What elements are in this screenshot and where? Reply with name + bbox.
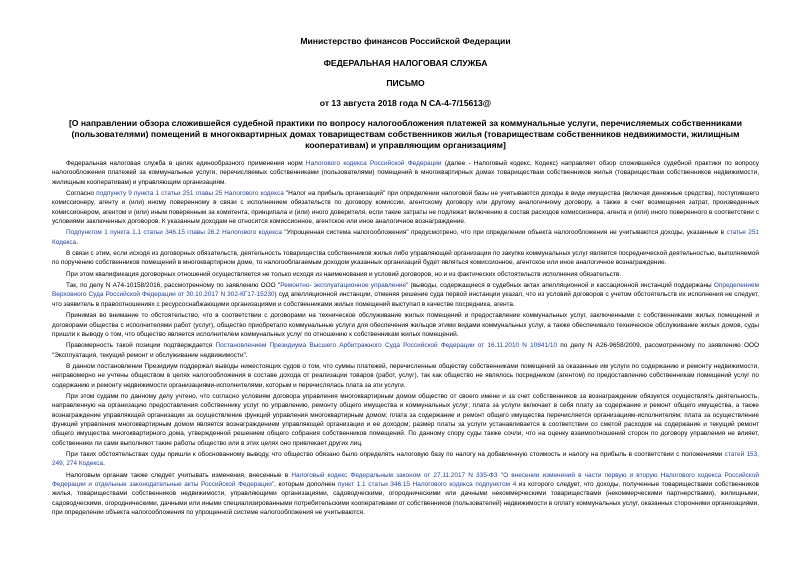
paragraph: [52, 159, 759, 187]
paragraph: [52, 281, 759, 309]
paragraph: [52, 450, 759, 469]
paragraph-text: При таких обстоятельствах суды пришли к обоснованному выводу, что общество обязано было определять налоговую базу по налогу на добавленную стоимость и налогу на прибыль в соответствии с положениями: [66, 450, 725, 458]
paragraph-text: ) суд апелляционной инстанции, отменяя решение суда первой инстанции указал, что из условий договоров с учетом обстоятельств их исполнения не следует, что заявитель в правоотношениях с ресурсоснабжающими организациями и собственниками жилых помещений выступал в качестве посредника, агента.: [52, 291, 759, 308]
paragraph-text: по делу N А26-9658/2009, рассмотренному по заявлению ООО "Эксплуатация, текущий ремонт и обслуживание недвижимости".: [52, 342, 759, 359]
document-link[interactable]: Ремонтно- эксплуатационное управление: [280, 282, 407, 290]
paragraph-text: .: [103, 460, 105, 468]
paragraph: [52, 362, 759, 390]
paragraph: [52, 311, 759, 339]
paragraph-text: При этом квалификация договорных отношений осуществляется не только исходя из наименования и условий договоров, но и из фактических обстоятельств исполнения обязательств.: [66, 270, 622, 278]
paragraph: [52, 228, 759, 247]
paragraph: [52, 471, 759, 518]
paragraph-text: "Упрощенная система налогообложения" предусмотрено, что при определении объекта налогообложения не учитываются доходы, указанные в: [281, 229, 727, 237]
paragraph-text: В данном постановлении Президиум поддержал выводы нижестоящих судов о том, что суммы платежей, перечисленные обществу собственниками помещений за оказанные им услуги по содержанию и ремонту недвижимости, неправомерно не учтены обществом в целях налогообложения в составе дохода от реализации товаров (работ, услуг), так как общество не являлось посредником (агентом) по предоставлению собственникам помещений услуг по содержанию и ремонту недвижимости организациями-исполнителями, которым и перечислялась плата за эти услуги.: [52, 362, 759, 389]
document-link[interactable]: Налогового кодекса Российской Федерации: [305, 160, 442, 167]
paragraph-text: При этом судами по данному делу учтено, что согласно условиям договора управления многоквартирным домом общество от своего имени и за счет собственников за вознаграждение обязуется осуществлять деятельность, направленную на организацию предоставления собственнику услуг по управлению, ремонту общего имущества и коммунальных услуг; плата за услуги включает в себя плату за содержание и ремонт общего имущества, а также вознаграждение управляющей организации за осуществление функций управления многоквартирным домом; плата за содержание и ремонт общего имущества перечисляется организациям-исполнителям; плата за осуществление функций управления многоквартирным домом является вознаграждением управляющей организации и ее доходом; размер платы за услуги устанавливается в соответствии со сметой расходов на содержание и текущий ремонт общего имущества многоквартирного дома, утвержденной решением общего собрания собственников помещений. По данному спору суды также сочли, что на оценку взаимоотношений сторон по договору управления не влияет, собственники ли сами выполняют такие работы общество или в этих целях оно привлекает других лиц.: [52, 392, 759, 447]
paragraph: [52, 270, 759, 279]
document-link[interactable]: подпункту 9 пункта 1 статьи 251 главы 25 Налогового кодекса: [96, 190, 284, 198]
ministry-name: Министерство финансов Российской Федерации: [300, 36, 511, 46]
service-name: ФЕДЕРАЛЬНАЯ НАЛОГОВАЯ СЛУЖБА: [323, 58, 488, 68]
paragraph-text: , которым дополнен: [274, 481, 338, 488]
paragraph: [52, 392, 759, 448]
document-link[interactable]: Подпунктом 1 пункта 1.1 статьи 346.15 главы 26.2 Налогового кодекса: [66, 229, 282, 237]
paragraph-text: Так, по делу N А74-10158/2016, рассмотренному по заявлению ООО ": [66, 282, 281, 290]
paragraph-text: Налоговым органам также следует учитывать изменения, внесенные в: [66, 471, 292, 479]
paragraph-text: Федеральная налоговая служба в целях единообразного применения норм: [66, 160, 306, 167]
paragraph-text: из которого следует, что доходы, полученные товариществами собственников жилья, товариществами собственников недвижимости, управляющими организациями, садоводческими, огородническими или дачными некоммерческими товариществами (некоммерческими партнерствами), жилищными, садоводческими, огородническими, дачными или иными специализированными потребительскими кооперативами от собственников (пользователей) недвижимости в оплату коммунальных услуг, оказанных сторонними организациями, при определении объекта налогообложения по упрощенной системе налогообложения не учитываются.: [52, 481, 759, 517]
paragraph: [52, 249, 759, 268]
document-date-number: от 13 августа 2018 года N СА-4-7/15613@: [319, 98, 492, 108]
document-subject: [О направлении обзора сложившейся судебной практики по вопросу налогообложения платежей за коммунальные услуги, перечисляемых собственниками (пользователями) помещений в многоквартирных домах товариществам собственников жилья (товариществам собственников недвижимости, жилищным кооперативам) и управляющим организациям]: [68, 118, 743, 150]
paragraph-text: .: [76, 238, 79, 246]
paragraph-text: В связи с этим, если исходя из договорных обязательств, деятельность товарищества собственников жилья либо управляющей организации по закупке коммунальных услуг является посреднической деятельностью, выполняемой по поручению собственников помещений в многоквартирном доме, то налогооблагаемым доходом указанных организаций будет являться комиссионное, агентское или иное аналогичное вознаграждение.: [52, 250, 759, 267]
paragraph: [52, 341, 759, 360]
paragraph-text: "Налог на прибыль организаций" при определении налоговой базы не учитываются доходы в виде имущества (включая денежные средства), поступившего комиссионеру, агенту и (или) иному поверенному в связи с исполнением обязательств по договору комиссии, агентскому договору или другому аналогичному договору, а также в счет возмещения затрат, произведенных комиссионером, агентом и (или) иным поверенным за комитента, принципала и (или) иного доверителя, если такие затраты не подлежат включению в состав расходов комиссионера, агента и (или) иного поверенного в соответствии с условиями заключенных договоров. К указанным доходам не относится комиссионное, агентское или иное аналогичное вознаграждение.: [52, 190, 759, 226]
document-link[interactable]: Определением Верховного Суда Российской Федерации от 30.10.2017 N 302-КГ17-15230: [52, 282, 760, 299]
document-link[interactable]: статье 251 Кодекса: [52, 229, 759, 246]
document-link[interactable]: статей 153, 249, 274 Кодекса: [52, 450, 759, 468]
paragraph-text: Принимая во внимание то обстоятельство, что в соответствии с договорами на техническое обслуживание жилых помещений и предоставление коммунальных услуг, заключенными с собственниками жилых помещений и договорами общества с исполнителями работ (услуг), общество приобретало коммунальные услуги для обеспечения жильцов этими видами коммунальных услуг, а также обеспечивало техническое обслуживание жилых домов, суды пришли к выводу о том, что общество является исполнителем коммунальных услуг по отношению к собственникам жилых помещений.: [52, 312, 759, 338]
document-link[interactable]: Постановлением Президиума Высшего Арбитражного Суда Российской Федерации от 16.11.2010 N 10841/10: [215, 342, 558, 350]
paragraph-text: Согласно: [66, 190, 97, 198]
document-body: [52, 159, 759, 517]
paragraph-text: " (выводы, содержащиеся в судебных актах апелляционной и кассационной инстанций поддержаны: [406, 282, 714, 290]
document-link[interactable]: пункт 1.1 статьи 346.15 Налогового кодекса подпунктом 4: [337, 481, 517, 488]
paragraph-text: (далее - Налоговый кодекс, Кодекс) направляет обзор сложившейся судебной практики по вопросу налогообложения платежей за коммунальные услуги, перечисляемых собственниками (пользователями) помещений в многоквартирных домах товариществам собственников жилья (товариществам собственников недвижимости, жилищным кооперативам) и управляющим организациям.: [52, 160, 759, 186]
paragraph-text: Правомерность такой позиции подтверждается: [66, 342, 216, 350]
document-link[interactable]: Налоговый кодекс Федеральным законом от 27.11.2017 N 335-ФЗ "О внесении изменений в части первую и вторую Налогового кодекса Российской Федерации и отдельные законодательные акты Российской Федерации": [52, 471, 760, 488]
document-type: ПИСЬМО: [386, 78, 425, 88]
paragraph: [52, 189, 759, 226]
